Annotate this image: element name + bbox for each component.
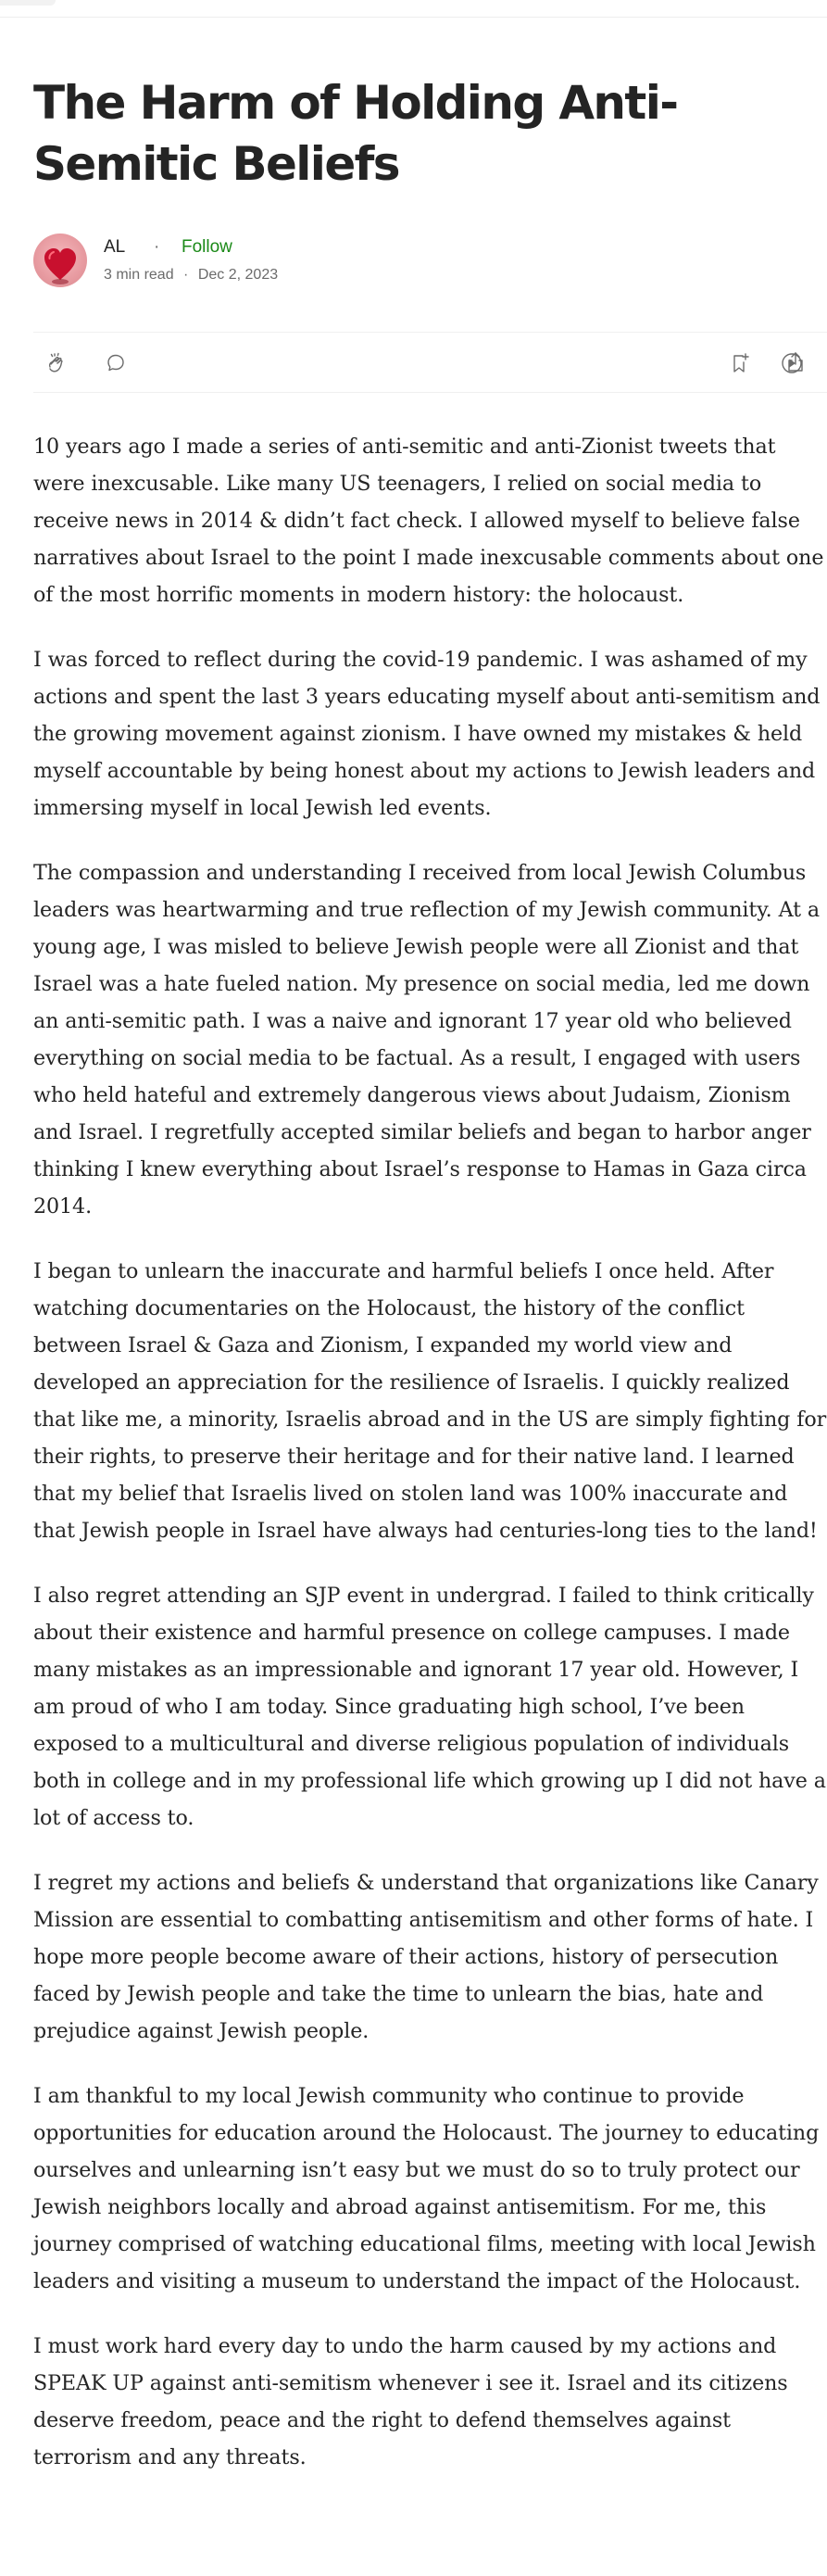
follow-button[interactable]: Follow xyxy=(182,237,232,257)
article-paragraph: I was forced to reflect during the covid-19 pandemic. I was ashamed of my actions and spent the last 3 years educating myself about anti-semitism and the growing movement against zionism. I have owned my mistakes & held myself accountable by being honest about my actions to Jewish leaders and immersing myself in local Jewish led events. xyxy=(33,648,821,820)
byline-separator: · xyxy=(154,237,160,257)
share-icon[interactable] xyxy=(783,350,808,374)
article-meta xyxy=(104,267,278,284)
top-nav-stub xyxy=(0,0,56,6)
top-navigation-bar xyxy=(0,0,827,18)
date-separator: · xyxy=(183,267,189,283)
read-time: 3 min read xyxy=(104,267,174,283)
article-title: The Harm of Holding Anti-Semitic Beliefs xyxy=(33,76,678,191)
publish-date: Dec 2, 2023 xyxy=(197,267,279,283)
author-name[interactable]: AL xyxy=(104,237,126,257)
article-body xyxy=(33,428,827,2504)
author-avatar[interactable] xyxy=(33,234,87,287)
article-action-bar xyxy=(33,332,827,393)
clap-icon[interactable] xyxy=(44,351,69,375)
bookmark-add-icon[interactable] xyxy=(728,351,752,375)
article-paragraph: I began to unlearn the inaccurate and harmful beliefs I once held. After watching documentaries on the Holocaust, the history of the conflict between Israel & Gaza and Zionism, I expanded my world view and developed an appreciation for the resilience of Israelis. I quickly realized that like me, a minority, Israelis abroad and in the US are simply fighting for their rights, to preserve their heritage and for their native land. I learned that my belief that Israelis lived on stolen land was 100% inaccurate and that Jewish people in Israel have always had centuries-long ties to the land! xyxy=(33,1259,827,1543)
article-paragraph: I regret my actions and beliefs & understand that organizations like Canary Mission are essential to combatting antisemitism and other forms of hate. I hope more people become aware of their actions, history of persecution faced by Jewish people and take the time to unlearn the bias, hate and prejudice against Jewish people. xyxy=(33,1871,819,2043)
comment-icon[interactable] xyxy=(104,351,128,375)
article-paragraph: I am thankful to my local Jewish community who continue to provide opportunities for education around the Holocaust. The journey to educating ourselves and unlearning isn’t easy but we must do so to truly protect our Jewish neighbors locally and abroad against antisemitism. For me, this journey comprised of watching educational films, meeting with local Jewish leaders and visiting a museum to understand the impact of the Holocaust. xyxy=(33,2084,820,2293)
author-byline xyxy=(33,234,589,289)
article-paragraph: 10 years ago I made a series of anti-semitic and anti-Zionist tweets that were inexcusable. Like many US teenagers, I relied on social media to receive news in 2014 & didn’t fact check. I allowed myself to believe false narratives about Israel to the point I made inexcusable comments about one of the most horrific moments in modern history: the holocaust. xyxy=(33,435,824,607)
article-paragraph: I also regret attending an SJP event in undergrad. I failed to think critically about their existence and harmful presence on college campuses. I made many mistakes as an impressionable and ignorant 17 year old. However, I am proud of who I am today. Since graduating high school, I’ve been exposed to a multicultural and diverse religious population of individuals both in college and in my professional life which growing up I did not have a lot of access to. xyxy=(33,1584,826,1830)
article-paragraph: The compassion and understanding I received from local Jewish Columbus leaders was heartwarming and true reflection of my Jewish community. At a young age, I was misled to believe Jewish people were all Zionist and that Israel was a hate fueled nation. My presence on social media, led me down an anti-semitic path. I was a naive and ignorant 17 year old who believed everything on social media to be factual. As a result, I engaged with users who held hateful and extremely dangerous views about Judaism, Zionism and Israel. I regretfully accepted similar beliefs and began to harbor anger thinking I knew everything about Israel’s response to Hamas in Gaza circa 2014. xyxy=(33,861,821,1219)
article-paragraph: I must work hard every day to undo the harm caused by my actions and SPEAK UP against anti-semitism whenever i see it. Israel and its citizens deserve freedom, peace and the right to defend themselves against terrorism and any threats. xyxy=(33,2334,788,2469)
heart-avatar-icon xyxy=(33,234,87,287)
